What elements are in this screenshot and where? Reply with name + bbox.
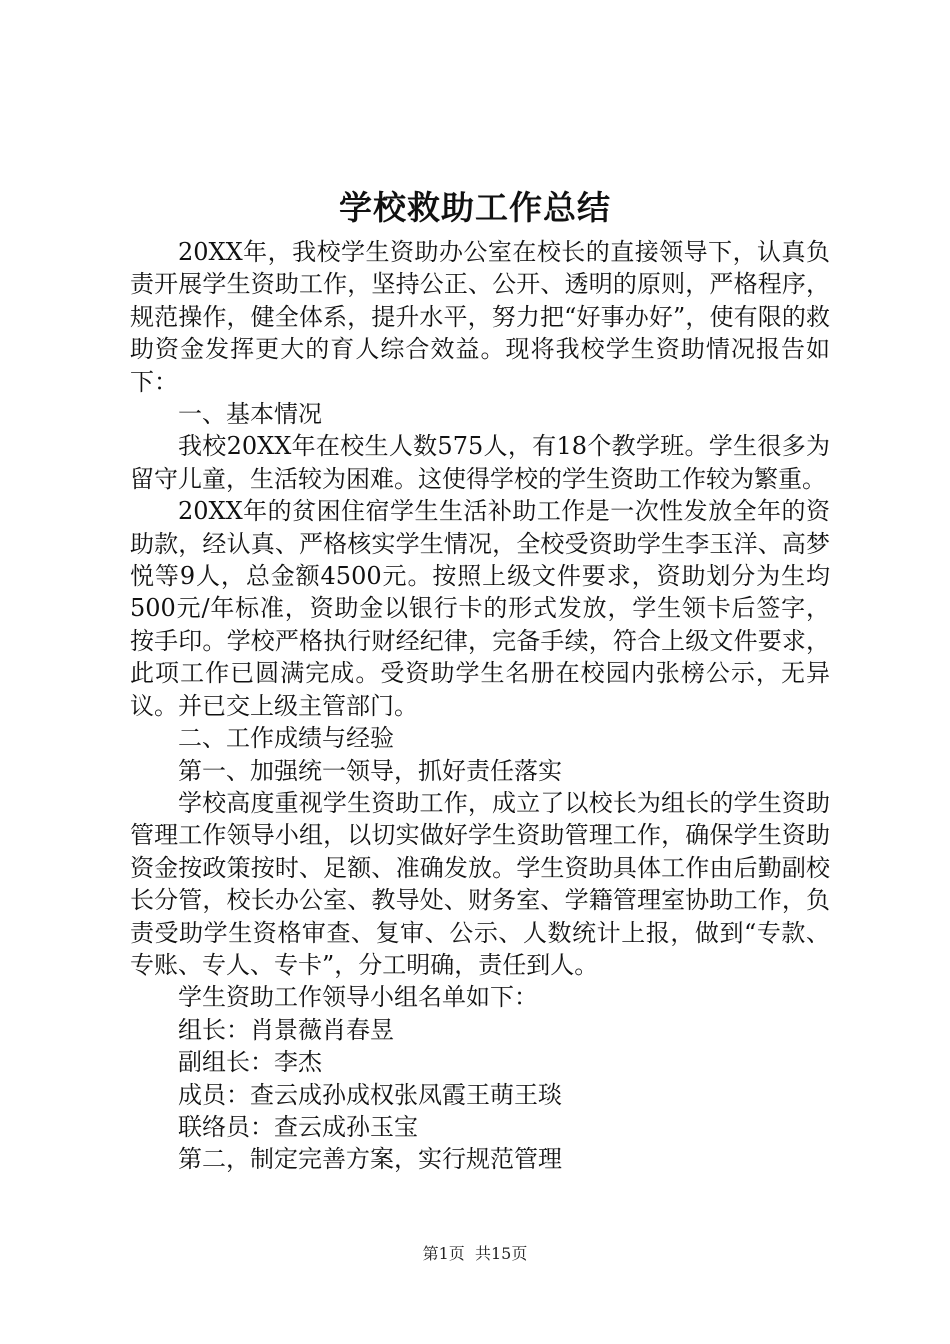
paragraph-subsidy-details: 20XX年的贫困住宿学生生活补助工作是一次性发放全年的资助款，经认真、严格核实学生情况，全校受资助学生李玉洋、高梦悦等9人，总金额4500元。按照上级文件要求，资助划分为生均500元/年标准，资助金以银行卡的形式发放，学生领卡后签字，按手印。学校严格执行财经纪律，完备手续，符合上级文件要求，此项工作已圆满完成。受资助学生名册在校园内张榜公示，无异议。并已交上级主管部门。 — [130, 497, 830, 720]
subheading-leadership: 第一、加强统一领导，抓好责任落实 — [178, 756, 562, 785]
subheading-management: 第二，制定完善方案，实行规范管理 — [178, 1145, 562, 1174]
page-total: 共15页 — [474, 1244, 528, 1263]
heading-basic-situation: 一、基本情况 — [178, 400, 322, 429]
page-number: 第1页 — [422, 1244, 465, 1263]
document-body — [130, 236, 830, 1176]
paragraph-group-list-intro: 学生资助工作领导小组名单如下： — [178, 983, 538, 1012]
heading-achievements: 二、工作成绩与经验 — [178, 724, 394, 753]
paragraph-leadership: 学校高度重视学生资助工作，成立了以校长为组长的学生资助管理工作领导小组，以切实做好学生资助管理工作，确保学生资助资金按政策按时、足额、准确发放。学生资助具体工作由后勤副校长分管，校长办公室、教导处、财务室、学籍管理室协助工作，负责受助学生资格审查、复审、公示、人数统计上报，做到“专款、专账、专人、专卡”，分工明确，责任到人。 — [130, 788, 830, 979]
document-title: 学校救助工作总结 — [339, 188, 611, 227]
paragraph-intro: 20XX年，我校学生资助办公室在校长的直接领导下，认真负责开展学生资助工作，坚持公正、公开、透明的原则，严格程序，规范操作，健全体系，提升水平，努力把“好事办好”，使有限的救助资金发挥更大的育人综合效益。现将我校学生资助情况报告如下： — [130, 238, 830, 396]
list-item-leader: 组长：肖景薇肖春昱 — [178, 1015, 394, 1044]
list-item-deputy-leader: 副组长：李杰 — [178, 1048, 322, 1077]
list-item-liaison: 联络员：查云成孙玉宝 — [178, 1112, 418, 1141]
page-footer — [0, 1242, 950, 1266]
list-item-members: 成员：查云成孙成权张凤霞王萌王琰 — [178, 1080, 562, 1109]
paragraph-basic-situation: 我校20XX年在校生人数575人，有18个教学班。学生很多为留守儿童，生活较为困难。这使得学校的学生资助工作较为繁重。 — [130, 432, 830, 493]
